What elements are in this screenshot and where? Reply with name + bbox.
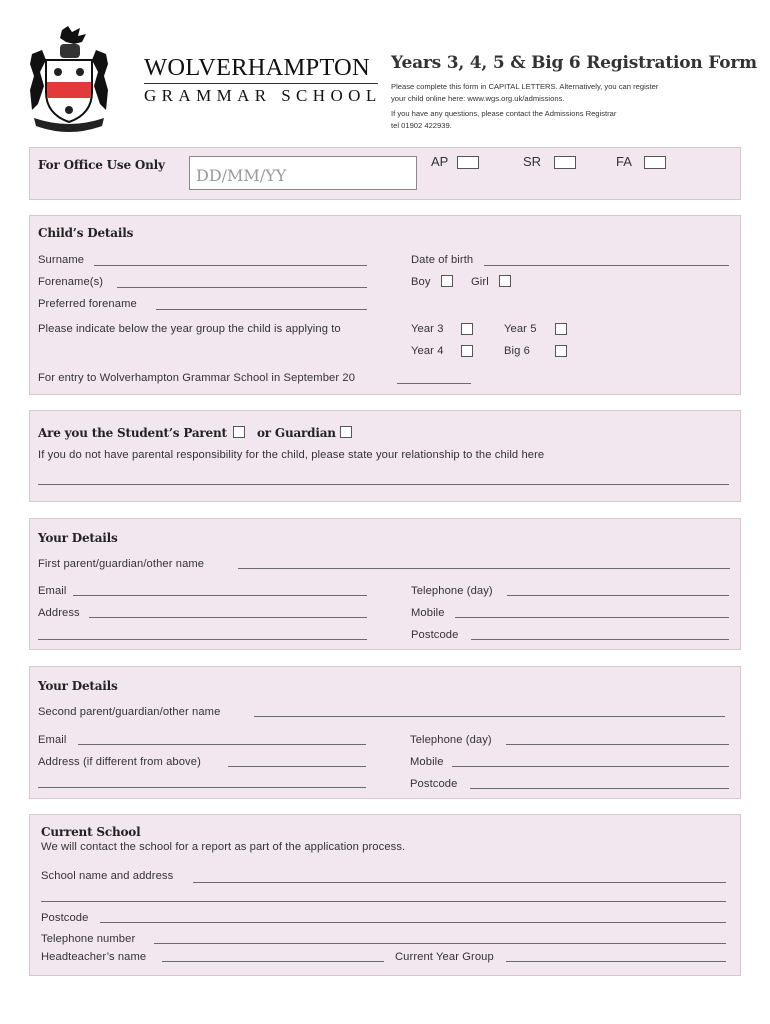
year4-label: Year 4 [411, 345, 444, 357]
school-name-line1: WOLVERHAMPTON [144, 54, 370, 81]
parent-question-label: Are you the Student’s Parent [38, 426, 227, 440]
first-parent-telephone-label: Telephone (day) [411, 585, 493, 597]
office-code-ap-checkbox[interactable] [457, 156, 479, 169]
second-parent-address-field[interactable] [228, 766, 366, 767]
school-telephone-label: Telephone number [41, 933, 136, 945]
intro-text-line3: If you have any questions, please contact the Admissions Registrar [391, 109, 617, 118]
current-school-note: We will contact the school for a report as part of the application process. [41, 841, 406, 853]
first-parent-address-label: Address [38, 607, 80, 619]
girl-checkbox[interactable] [499, 275, 511, 287]
second-parent-telephone-label: Telephone (day) [410, 734, 492, 746]
headteacher-name-label: Headteacher’s name [41, 951, 147, 963]
surname-field[interactable] [94, 265, 367, 266]
first-parent-email-label: Email [38, 585, 67, 597]
school-name-address-field-2[interactable] [41, 901, 726, 902]
childs-details-heading: Child’s Details [38, 226, 134, 240]
second-parent-name-field[interactable] [254, 716, 725, 717]
office-code-fa-label: FA [616, 154, 632, 169]
year5-label: Year 5 [504, 323, 537, 335]
second-parent-email-field[interactable] [78, 744, 366, 745]
first-parent-heading: Your Details [38, 531, 118, 545]
school-name-address-label: School name and address [41, 870, 174, 882]
second-parent-address-field-2[interactable] [38, 787, 366, 788]
second-parent-postcode-label: Postcode [410, 778, 458, 790]
first-parent-name-field[interactable] [238, 568, 730, 569]
school-telephone-field[interactable] [154, 943, 726, 944]
year5-checkbox[interactable] [555, 323, 567, 335]
office-code-fa-checkbox[interactable] [644, 156, 666, 169]
first-parent-name-label: First parent/guardian/other name [38, 558, 205, 570]
first-parent-email-field[interactable] [73, 595, 367, 596]
year4-checkbox[interactable] [461, 345, 473, 357]
big6-checkbox[interactable] [555, 345, 567, 357]
relationship-field[interactable] [38, 484, 729, 485]
second-parent-mobile-label: Mobile [410, 756, 444, 768]
office-code-sr-checkbox[interactable] [554, 156, 576, 169]
second-parent-email-label: Email [38, 734, 67, 746]
second-parent-name-label: Second parent/guardian/other name [38, 706, 221, 718]
surname-label: Surname [38, 254, 85, 266]
entry-year-label: For entry to Wolverhampton Grammar School in September 20 [38, 372, 356, 384]
first-parent-mobile-label: Mobile [411, 607, 445, 619]
year-group-prompt: Please indicate below the year group the child is applying to [38, 323, 341, 335]
school-name-rule [144, 83, 378, 84]
office-date-input[interactable] [189, 156, 417, 190]
school-name-line2: GRAMMAR SCHOOL [144, 86, 382, 105]
parent-checkbox[interactable] [233, 426, 245, 438]
first-parent-postcode-field[interactable] [471, 639, 729, 640]
preferred-forename-label: Preferred forename [38, 298, 137, 310]
school-name-address-field[interactable] [193, 882, 726, 883]
school-postcode-label: Postcode [41, 912, 89, 924]
boy-checkbox[interactable] [441, 275, 453, 287]
office-code-ap-label: AP [431, 154, 449, 169]
office-use-label: For Office Use Only [38, 158, 165, 172]
school-crest-logo [28, 26, 110, 136]
school-postcode-field[interactable] [100, 922, 726, 923]
current-year-group-label: Current Year Group [395, 951, 494, 963]
preferred-forename-field[interactable] [156, 309, 367, 310]
second-parent-mobile-field[interactable] [452, 766, 729, 767]
entry-year-field[interactable] [397, 383, 471, 384]
forenames-field[interactable] [117, 287, 367, 288]
second-parent-telephone-field[interactable] [506, 744, 729, 745]
intro-text-line1: Please complete this form in CAPITAL LETTERS. Alternatively, you can register [391, 82, 659, 91]
date-of-birth-label: Date of birth [411, 254, 474, 266]
first-parent-mobile-field[interactable] [455, 617, 729, 618]
date-of-birth-field[interactable] [484, 265, 729, 266]
girl-label: Girl [471, 276, 489, 288]
relationship-note: If you do not have parental responsibility for the child, please state your relationship to the child here [38, 449, 545, 461]
second-parent-panel [29, 666, 741, 799]
guardian-label: or Guardian [257, 426, 336, 440]
first-parent-postcode-label: Postcode [411, 629, 459, 641]
first-parent-address-field[interactable] [89, 617, 367, 618]
first-parent-address-field-2[interactable] [38, 639, 367, 640]
year3-label: Year 3 [411, 323, 444, 335]
second-parent-postcode-field[interactable] [470, 788, 729, 789]
first-parent-telephone-field[interactable] [507, 595, 729, 596]
intro-text-line4: tel 01902 422939. [391, 121, 452, 130]
first-parent-panel [29, 518, 741, 650]
current-year-group-field[interactable] [506, 961, 726, 962]
second-parent-heading: Your Details [38, 679, 118, 693]
intro-text-line2: your child online here: www.wgs.org.uk/admissions. [391, 94, 565, 103]
guardian-checkbox[interactable] [340, 426, 352, 438]
forenames-label: Forename(s) [38, 276, 104, 288]
big6-label: Big 6 [504, 345, 530, 357]
current-school-heading: Current School [41, 825, 141, 839]
year3-checkbox[interactable] [461, 323, 473, 335]
headteacher-name-field[interactable] [162, 961, 384, 962]
second-parent-address-label: Address (if different from above) [38, 756, 201, 768]
form-title: Years 3, 4, 5 & Big 6 Registration Form [391, 53, 757, 73]
boy-label: Boy [411, 276, 431, 288]
office-code-sr-label: SR [523, 154, 542, 169]
